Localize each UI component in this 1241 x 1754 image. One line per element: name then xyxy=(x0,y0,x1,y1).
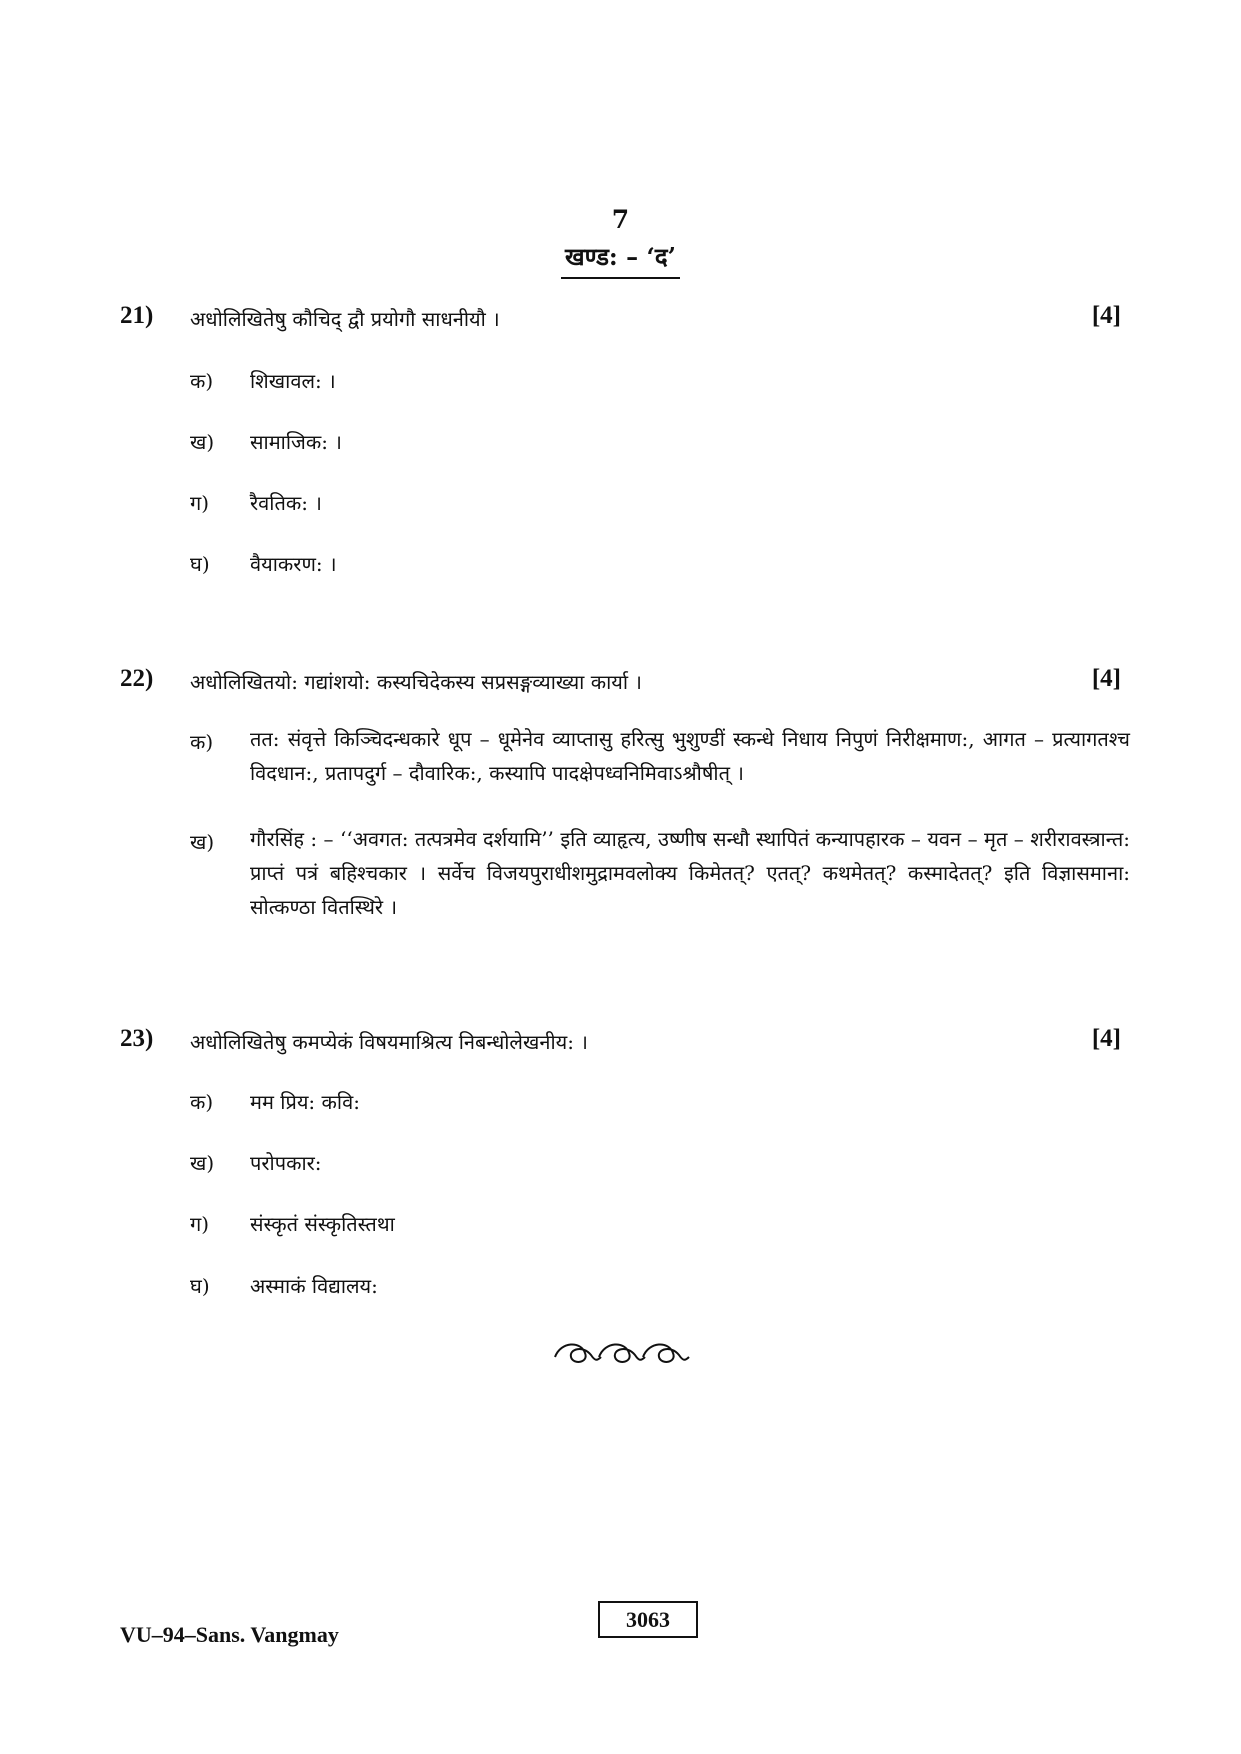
q22-passage: तत: संवृत्ते किञ्चिदन्धकारे धूप – धूमेनेव व्याप्तासु हरित्सु भुशुण्डीं स्कन्धे निधाय निपुणं निरीक्षमाण:, आगत – प्रत्यागतश्च विदधान:, प्रतापदुर्ग – दौवारिक:, कस्यापि पादक्षेपध्वनिमिवाऽश्रौषीत् । xyxy=(250,727,1130,785)
flourish-icon xyxy=(551,1335,691,1369)
q21-option-text: शिखावल: । xyxy=(250,369,336,393)
question-22-text: अधोलिखितयो: गद्यांशयो: कस्यचिदेकस्य सप्रसङ्गव्याख्या कार्या । xyxy=(190,670,642,694)
paper-code: VU–94–Sans. Vangmay xyxy=(120,1622,339,1647)
q21-option-text: वैयाकरण: । xyxy=(250,552,337,576)
q21-option-label: ख) xyxy=(190,430,215,454)
q21-option-label: घ) xyxy=(190,552,210,576)
q22-passage: गौरसिंह : – ‘‘अवगत: तत्पत्रमेव दर्शयामि’’ इति व्याहृत्य, उष्णीष सन्धौ स्थापितं कन्यापहारक – यवन – मृत – शरीरावस्त्रान्त: प्राप्तं पत्रं बहिश्चकार । सर्वेच विजयपुराधीशमुद्रामवलोक्य किमेतत्? एतत्? कथमेतत्? कस्मादेतत्? इति विज्ञासमाना: सोत्कण्ठा वितस्थिरे । xyxy=(250,827,1130,919)
question-21-text: अधोलिखितेषु कौचिद् द्वौ प्रयोगौ साधनीयौ । xyxy=(190,307,500,331)
q22-option-label: क) xyxy=(190,730,214,754)
question-21-number: 21) xyxy=(120,302,154,329)
q23-option-text: संस्कृतं संस्कृतिस्तथा xyxy=(250,1212,395,1236)
q21-option-text: रैवतिक: । xyxy=(250,491,322,515)
q23-option-text: मम प्रिय: कवि: xyxy=(250,1090,360,1114)
q23-option-label: ग) xyxy=(190,1212,210,1236)
q23-option-label: घ) xyxy=(190,1274,210,1298)
q23-option-text: अस्माकं विद्यालय: xyxy=(250,1274,378,1298)
question-23-text: अधोलिखितेषु कमप्येकं विषयमाश्रित्य निबन्धोलेखनीय: । xyxy=(190,1030,588,1054)
q21-option-label: क) xyxy=(190,369,214,393)
section-title xyxy=(0,240,1241,279)
q23-option-label: क) xyxy=(190,1090,214,1114)
q23-option-label: ख) xyxy=(190,1151,215,1175)
question-22-marks: [4] xyxy=(1091,665,1121,692)
page-number: 7 xyxy=(611,205,630,234)
question-23-number: 23) xyxy=(120,1025,154,1052)
question-22-number: 22) xyxy=(120,665,154,692)
q21-option-label: ग) xyxy=(190,491,210,515)
paper-number-box: 3063 xyxy=(598,1601,698,1638)
ornament-divider xyxy=(0,1335,1241,1377)
q21-option-text: सामाजिक: । xyxy=(250,430,342,454)
question-21-marks: [4] xyxy=(1091,302,1121,329)
question-23-marks: [4] xyxy=(1091,1025,1121,1052)
section-title-text: खण्ड: – ‘द’ xyxy=(561,240,680,279)
q22-option-label: ख) xyxy=(190,830,215,854)
q23-option-text: परोपकार: xyxy=(250,1151,322,1175)
